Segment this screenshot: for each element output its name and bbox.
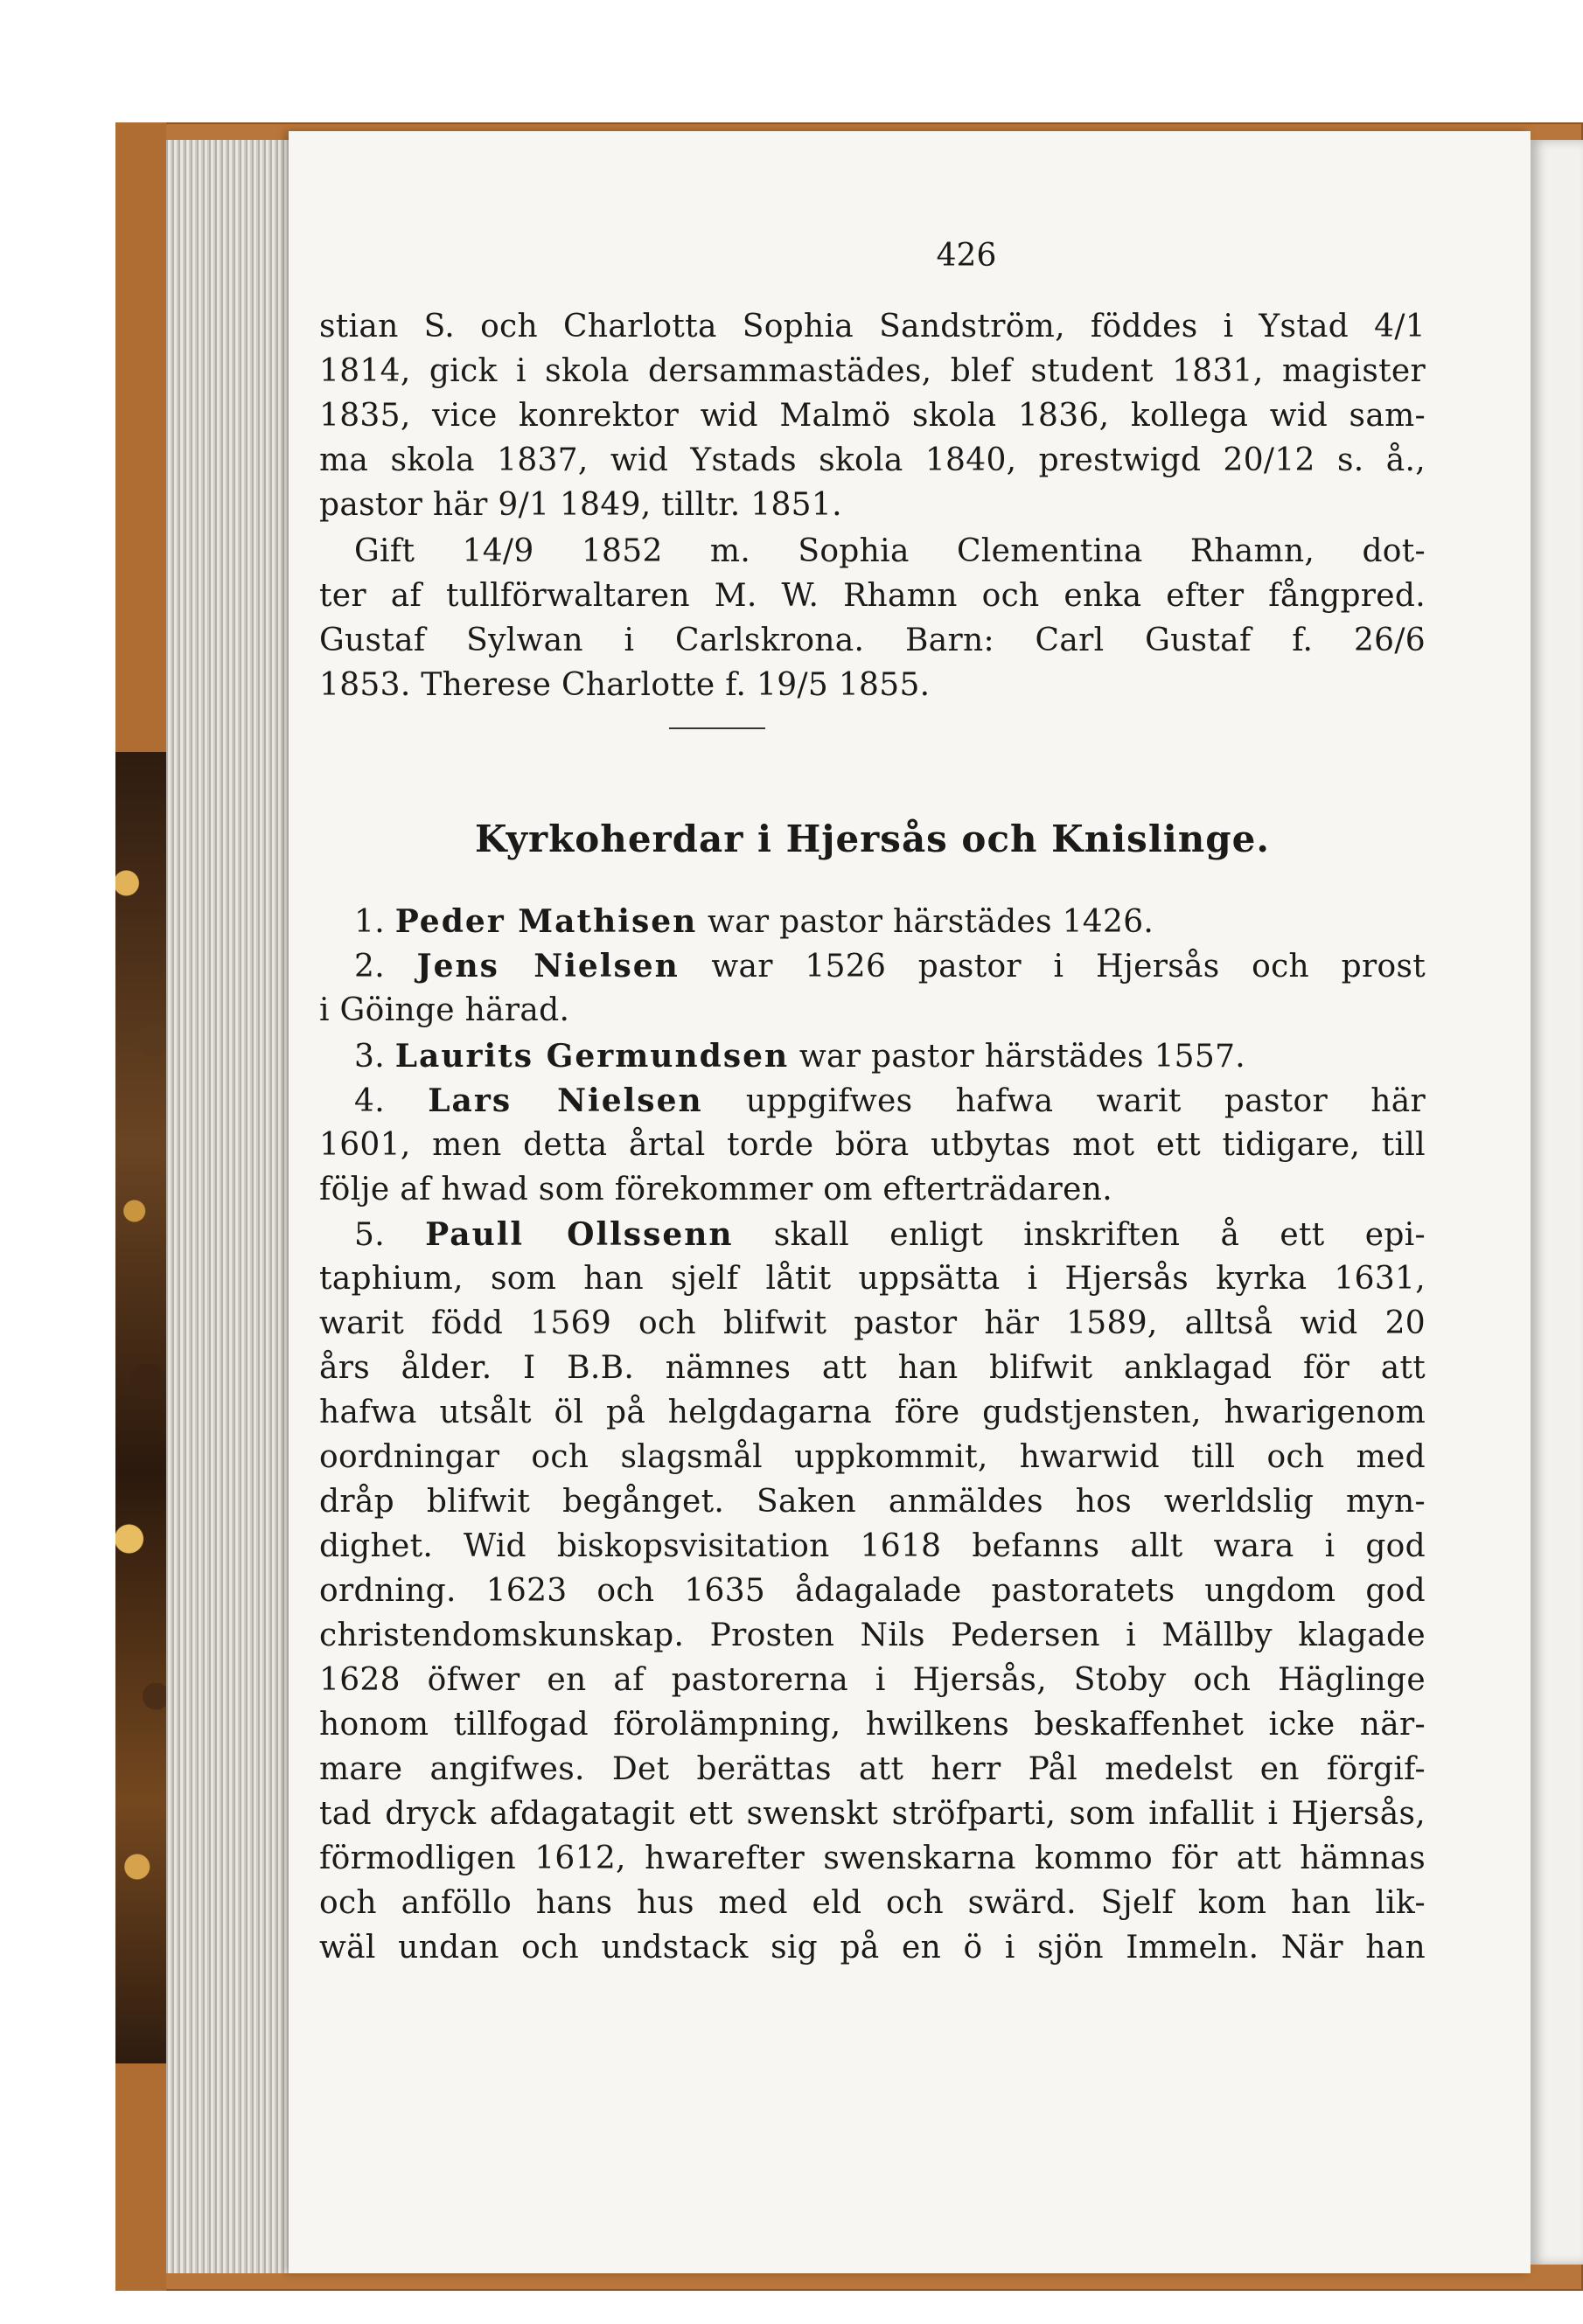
entry-4: [319, 1082, 1426, 1121]
entry-5: [319, 1215, 1426, 1255]
entry-number: 4.: [354, 1083, 385, 1119]
entry-text: skall enligt inskriften å ett epi-: [773, 1217, 1426, 1253]
text-line: dråp blifwit begånget. Saken anmäldes hos werldslig myn-: [319, 1484, 1426, 1520]
text-line: ordning. 1623 och 1635 ådagalade pastoratets ungdom god: [319, 1573, 1426, 1609]
pastor-name: Peder Mathisen: [394, 903, 698, 940]
text-line: taphium, som han sjelf låtit uppsätta i Hjersås kyrka 1631,: [319, 1261, 1426, 1297]
text-line: 1853. Therese Charlotte f. 19/5 1855.: [319, 667, 931, 703]
text-line: mare angifwes. Det berättas att herr Pål medelst en förgif-: [319, 1751, 1426, 1787]
text-line: ma skola 1837, wid Ystads skola 1840, prestwigd 20/12 s. å.,: [319, 442, 1426, 478]
marbled-edge: [115, 752, 170, 2063]
section-rule: [669, 727, 765, 729]
entry-text: war pastor härstädes 1426.: [708, 904, 1154, 940]
text-line: christendomskunskap. Prosten Nils Pedersen i Mällby klagade: [319, 1618, 1426, 1653]
facing-page-edge: [1531, 140, 1583, 2265]
text-line: 1628 öfwer en af pastorerna i Hjersås, Stoby och Häglinge: [319, 1662, 1426, 1698]
text-line: följe af hwad som förekommer om efterträdaren.: [319, 1172, 1113, 1207]
text-line: pastor här 9/1 1849, tilltr. 1851.: [319, 487, 842, 523]
pastor-name: Lars Nielsen: [428, 1082, 703, 1119]
pastor-name: Laurits Germundsen: [394, 1038, 790, 1075]
entry-text: uppgifwes hafwa warit pastor här: [745, 1083, 1426, 1119]
text-line: wäl undan och undstack sig på en ö i sjön Immeln. När han: [319, 1930, 1426, 1966]
text-line: honom tillfogad förolämpning, hwilkens beskaffenhet icke när-: [319, 1707, 1426, 1743]
pastor-name: Paull Ollssenn: [425, 1216, 734, 1253]
text-line: ter af tullförwaltaren M. W. Rhamn och enka efter fångpred.: [319, 578, 1426, 614]
text-line: 1601, men detta årtal torde böra utbytas mot ett tidigare, till: [319, 1127, 1426, 1163]
text-line: Gustaf Sylwan i Carlskrona. Barn: Carl Gustaf f. 26/6: [319, 623, 1426, 658]
entry-number: 3.: [354, 1039, 385, 1075]
entry-1: [319, 902, 1426, 942]
text-line: 1814, gick i skola dersammastädes, blef student 1831, magister: [319, 353, 1426, 389]
entry-2: [319, 947, 1426, 986]
text-line: hafwa utsålt öl på helgdagarna före gudstjensten, hwarigenom: [319, 1395, 1426, 1430]
text-line: 1835, vice konrektor wid Malmö skola 1836, kollega wid sam-: [319, 398, 1426, 434]
text-line: Gift 14/9 1852 m. Sophia Clementina Rhamn, dot-: [354, 533, 1426, 569]
text-line: tad dryck afdagatagit ett swenskt ströfparti, som infallit i Hjersås,: [319, 1796, 1426, 1832]
text-line: års ålder. I B.B. nämnes att han blifwit anklagad för att: [319, 1350, 1426, 1386]
text-line: dighet. Wid biskopsvisitation 1618 befanns allt wara i god: [319, 1528, 1426, 1564]
text-line: warit född 1569 och blifwit pastor här 1589, alltså wid 20: [319, 1305, 1426, 1341]
section-heading: Kyrkoherdar i Hjersås och Knislinge.: [475, 818, 1270, 860]
text-line: oordningar och slagsmål uppkommit, hwarwid till och med: [319, 1439, 1426, 1475]
pastor-name: Jens Nielsen: [416, 948, 680, 985]
text-line: och anföllo hans hus med eld och swärd. Sjelf kom han lik-: [319, 1885, 1426, 1921]
entry-number: 1.: [354, 904, 385, 940]
text-line: förmodligen 1612, hwarefter swenskarna kommo för att hämnas: [319, 1840, 1426, 1876]
text-line: i Göinge härad.: [319, 992, 570, 1028]
page-number: 426: [936, 238, 997, 274]
entry-text: war 1526 pastor i Hjersås och prost: [711, 949, 1426, 985]
entry-3: [319, 1037, 1426, 1076]
entry-text: war pastor härstädes 1557.: [798, 1039, 1246, 1075]
entry-number: 5.: [354, 1217, 385, 1253]
page-edges: [166, 140, 289, 2273]
text-line: stian S. och Charlotta Sophia Sandström, föddes i Ystad 4/1: [319, 309, 1426, 344]
entry-number: 2.: [354, 949, 385, 985]
